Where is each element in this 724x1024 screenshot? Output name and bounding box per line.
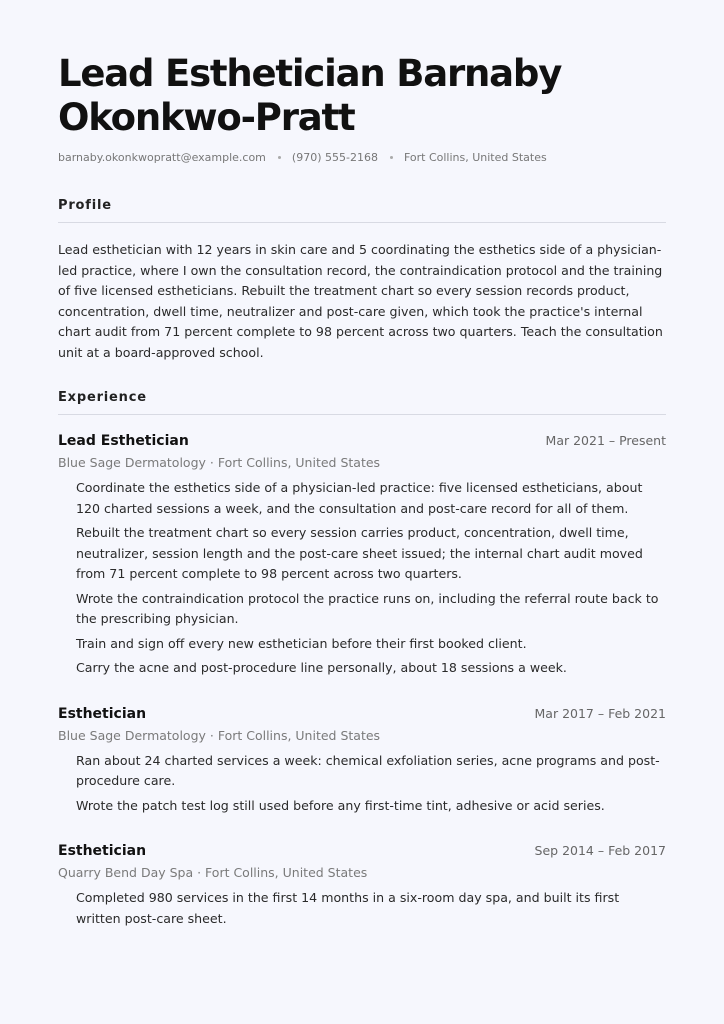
job-dates: Sep 2014 – Feb 2017	[534, 843, 666, 858]
job-entry	[58, 843, 666, 929]
job-header	[58, 843, 666, 859]
contact-line	[58, 151, 666, 164]
job-organization: Blue Sage Dermatology · Fort Collins, United States	[58, 727, 381, 743]
job-organization: Quarry Bend Day Spa · Fort Collins, United States	[58, 865, 368, 880]
experience-section	[58, 390, 666, 929]
profile-summary: Lead esthetician with 12 years in skin care and 5 coordinating the esthetics side of a physician-led practice, where I own the consultation record, the contraindication protocol and the training of five licensed estheticians. Rebuilt the treatment chart so every session records product, concentration, dwell time, neutralizer and post-care given, which took the practice's internal chart audit from 71 percent complete to 98 percent across two quarters. Teach the consultation unit at a board-approved school.	[58, 242, 663, 360]
candidate-name: Lead Esthetician Barnaby Okonkwo-Pratt	[58, 52, 562, 139]
bullet-item: Wrote the contraindication protocol the practice runs on, including the referral route back to the prescribing physician.	[76, 590, 659, 626]
job-bullets	[58, 478, 666, 679]
separator-dot	[278, 156, 281, 159]
separator-dot	[390, 156, 393, 159]
bullet-item: Coordinate the esthetics side of a physician-led practice: five licensed estheticians, about 120 charted sessions a week, and the consultation and post-care record for all of them.	[76, 480, 643, 516]
job-title: Lead Esthetician	[58, 433, 189, 449]
bullet-item: Rebuilt the treatment chart so every session carries product, concentration, dwell time, neutralizer, session length and the post-care sheet issued; the internal chart audit moved from 71 percent complete to 98 percent across two quarters.	[76, 525, 643, 581]
job-entry	[58, 706, 666, 817]
job-dates: Mar 2017 – Feb 2021	[534, 705, 666, 721]
bullet-item: Completed 980 services in the first 14 months in a six-room day spa, and built its first written post-care sheet.	[76, 890, 620, 926]
job-header	[58, 706, 666, 722]
job-dates: Mar 2021 – Present	[545, 433, 666, 448]
contact-email: barnaby.okonkwopratt@example.com	[58, 151, 266, 164]
job-title: Esthetician	[58, 843, 147, 859]
experience-heading: Experience	[58, 390, 147, 405]
bullet-item: Ran about 24 charted services a week: chemical exfoliation series, acne programs and post-procedure care.	[76, 752, 660, 788]
contact-location: Fort Collins, United States	[403, 151, 547, 164]
bullet-item: Wrote the patch test log still used before any first-time tint, adhesive or acid series.	[76, 797, 605, 813]
contact-phone: (970) 555-2168	[291, 151, 378, 164]
job-header	[58, 433, 666, 449]
job-entry	[58, 433, 666, 679]
job-bullets	[58, 751, 666, 817]
job-organization: Blue Sage Dermatology · Fort Collins, United States	[58, 455, 381, 470]
job-bullets	[58, 888, 666, 929]
profile-heading: Profile	[58, 198, 112, 213]
bullet-item: Train and sign off every new esthetician before their first booked client.	[76, 635, 527, 651]
profile-section	[58, 198, 666, 363]
bullet-item: Carry the acne and post-procedure line personally, about 18 sessions a week.	[76, 660, 567, 675]
section-divider	[58, 414, 666, 415]
section-divider	[58, 222, 666, 223]
job-title: Esthetician	[58, 705, 147, 722]
